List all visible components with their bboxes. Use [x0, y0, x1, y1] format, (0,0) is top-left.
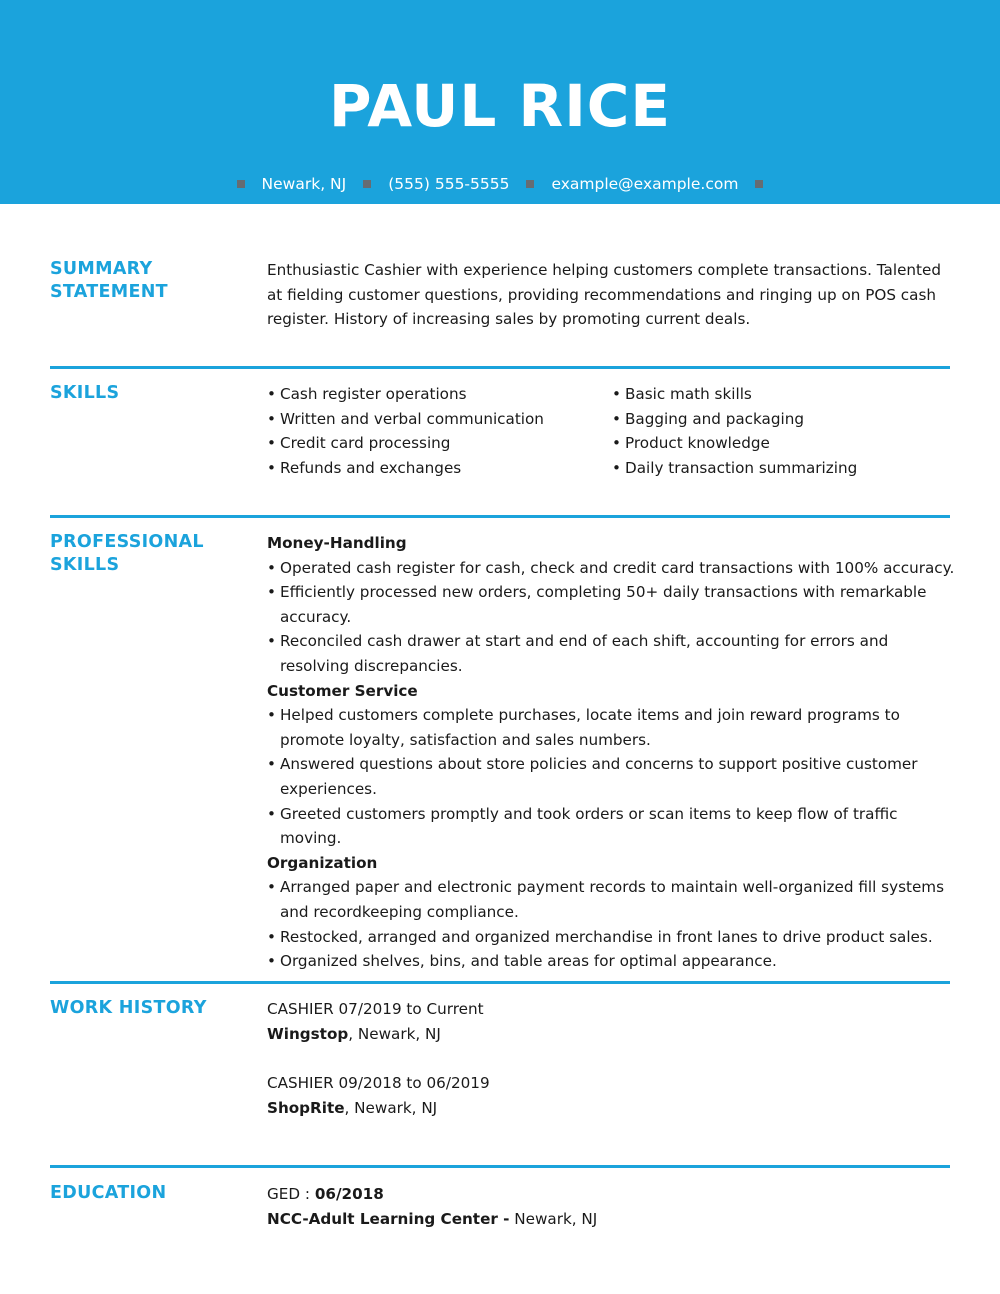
- job-location: , Newark, NJ: [344, 1098, 438, 1117]
- job-company-line: [267, 1096, 957, 1121]
- section-title: EDUCATION: [50, 1183, 167, 1203]
- job-company-line: [267, 1022, 957, 1047]
- contact-phone[interactable]: (555) 555-5555: [388, 175, 510, 193]
- square-bullet-icon: [237, 180, 245, 188]
- section-title: PROFESSIONAL SKILLS: [50, 532, 204, 575]
- list-item: • Reconciled cash drawer at start and end of each shift, accounting for errors and resolving discrepancies.: [267, 629, 957, 678]
- square-bullet-icon: [526, 180, 534, 188]
- job-title-line: [267, 1071, 957, 1096]
- education-date: 06/2018: [314, 1185, 384, 1203]
- job-location: , Newark, NJ: [348, 1024, 441, 1043]
- education-school-line: [267, 1207, 957, 1232]
- list-item: • Helped customers complete purchases, locate items and join reward programs to promote loyalty, satisfaction and sales numbers.: [267, 703, 957, 752]
- job-title-line: [267, 997, 957, 1022]
- list-item: • Bagging and packaging: [612, 407, 957, 432]
- section-title: WORK HISTORY: [50, 998, 207, 1018]
- education-degree-line: [267, 1182, 957, 1207]
- contact-line: [0, 172, 1000, 196]
- job-company: ShopRite: [267, 1098, 345, 1117]
- job-role: CASHIER: [267, 1000, 334, 1018]
- candidate-name: PAUL RICE: [329, 72, 671, 140]
- section-divider: [50, 366, 950, 369]
- list-item: • Cash register operations: [267, 382, 612, 407]
- professional-skills-body: [267, 531, 957, 974]
- job-dates: 07/2019 to Current: [338, 1000, 484, 1018]
- job-role: CASHIER: [267, 1074, 334, 1093]
- list-item: • Restocked, arranged and organized merchandise in front lanes to drive product sales.: [267, 925, 957, 950]
- contact-location: Newark, NJ: [261, 175, 347, 193]
- education-location: Newark, NJ: [514, 1209, 598, 1228]
- skill-group-heading: Organization: [267, 853, 378, 872]
- skill-group-list: [267, 875, 957, 973]
- list-item: • Answered questions about store policies and concerns to support positive customer experiences.: [267, 752, 957, 801]
- section-title: SKILLS: [50, 383, 120, 403]
- skills-columns: [267, 382, 957, 480]
- list-item: • Organized shelves, bins, and table areas for optimal appearance.: [267, 949, 957, 974]
- skills-list-right: [612, 382, 957, 480]
- work-history-body: [267, 997, 957, 1120]
- square-bullet-icon: [755, 180, 763, 188]
- list-item: • Daily transaction summarizing: [612, 456, 957, 481]
- list-item: • Arranged paper and electronic payment records to maintain well-organized fill systems and recordkeeping compliance.: [267, 875, 957, 924]
- education-body: [267, 1182, 957, 1231]
- education-degree: GED :: [267, 1185, 311, 1203]
- education-school: NCC-Adult Learning Center -: [267, 1209, 510, 1228]
- job-company: Wingstop: [267, 1024, 349, 1043]
- section-divider: [50, 981, 950, 984]
- list-item: • Written and verbal communication: [267, 407, 612, 432]
- list-item: • Greeted customers promptly and took orders or scan items to keep flow of traffic moving.: [267, 802, 957, 851]
- resume-header: [0, 0, 1000, 204]
- contact-email[interactable]: example@example.com: [551, 175, 739, 193]
- list-item: • Credit card processing: [267, 431, 612, 456]
- skill-group-heading: Money-Handling: [267, 534, 407, 552]
- summary-text: Enthusiastic Cashier with experience helping customers complete transactions. Talented at fielding customer questions, providing recommendations and ringing up on POS cash register. History of increasing sales by promoting current deals.: [267, 261, 941, 329]
- skill-group-list: [267, 556, 957, 679]
- section-title: SUMMARY STATEMENT: [50, 259, 168, 302]
- square-bullet-icon: [363, 180, 371, 188]
- list-item: • Basic math skills: [612, 382, 957, 407]
- list-item: • Efficiently processed new orders, completing 50+ daily transactions with remarkable accuracy.: [267, 580, 957, 629]
- job-dates: 09/2018 to 06/2019: [338, 1074, 490, 1093]
- section-divider: [50, 1165, 950, 1168]
- list-item: • Operated cash register for cash, check and credit card transactions with 100% accuracy.: [267, 556, 957, 581]
- skill-group-heading: Customer Service: [267, 681, 418, 700]
- section-divider: [50, 515, 950, 518]
- list-item: • Product knowledge: [612, 431, 957, 456]
- skills-list-left: [267, 382, 612, 480]
- list-item: • Refunds and exchanges: [267, 456, 612, 481]
- skill-group-list: [267, 703, 957, 851]
